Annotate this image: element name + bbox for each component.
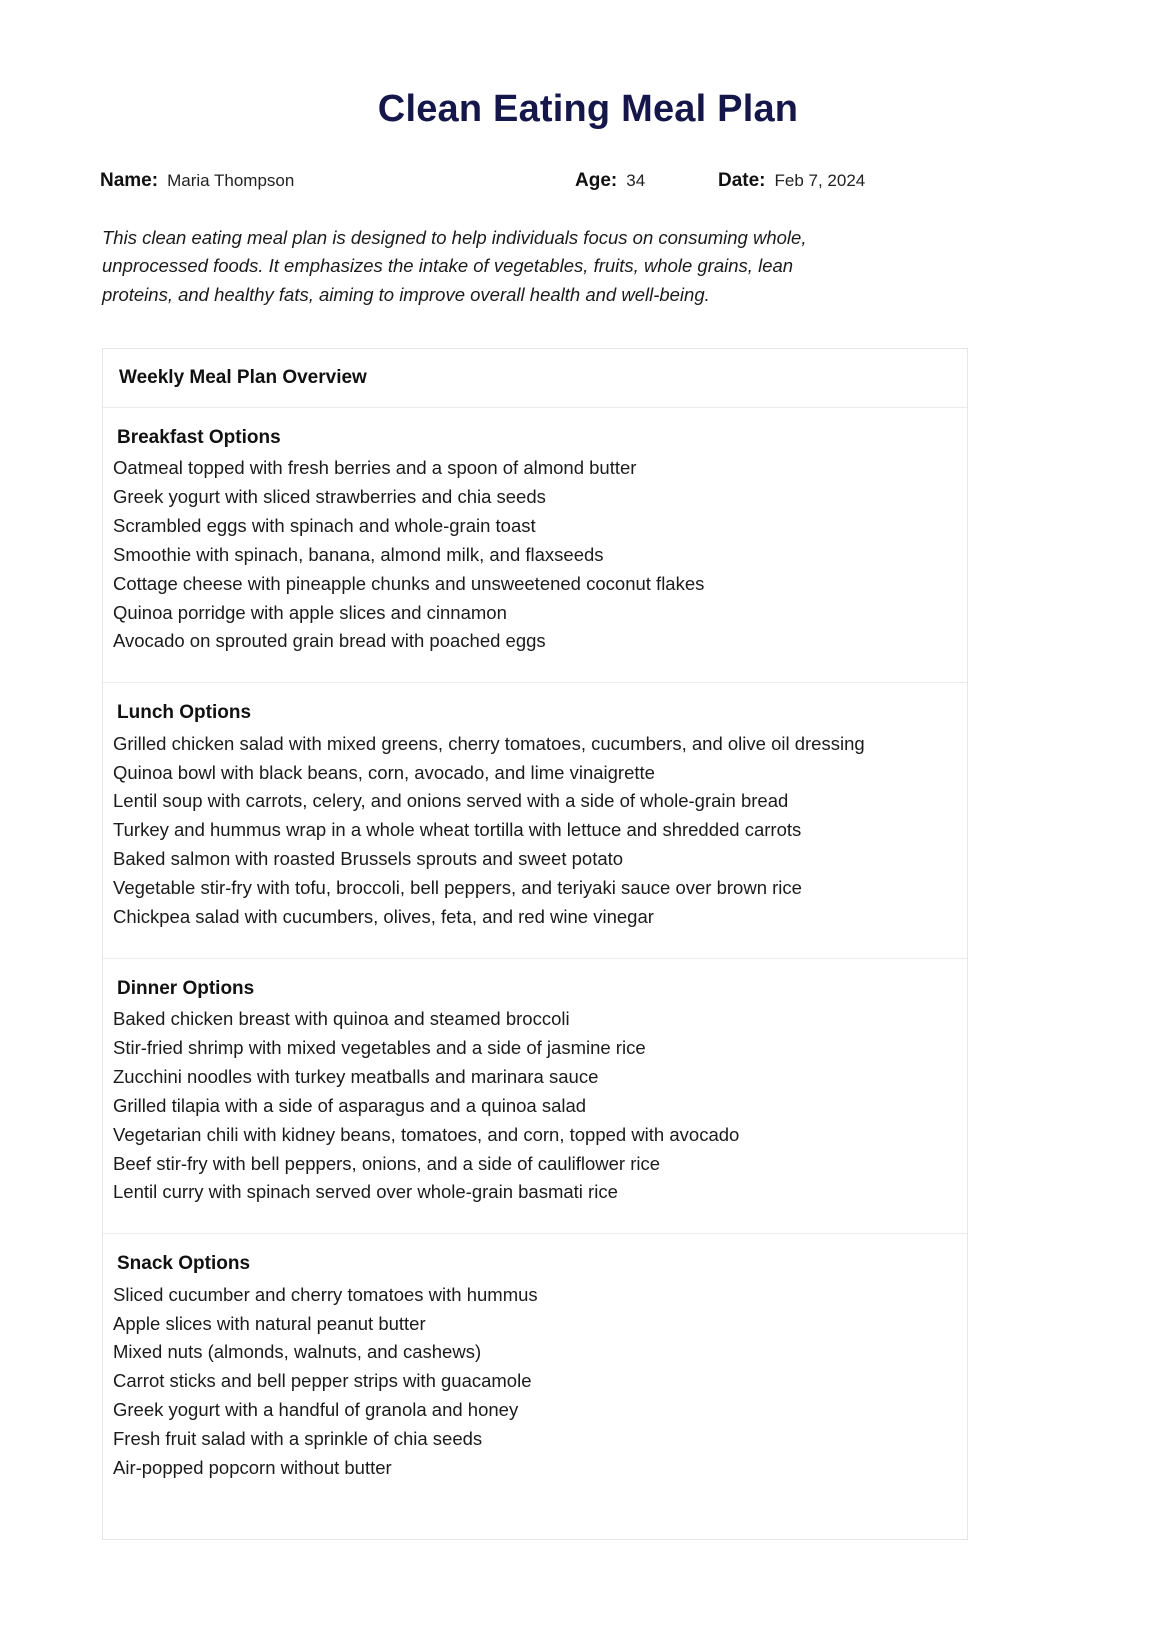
- meal-list: [103, 730, 967, 932]
- list-item: Carrot sticks and bell pepper strips with guacamole: [113, 1370, 532, 1392]
- list-item: Smoothie with spinach, banana, almond milk, and flaxseeds: [113, 543, 604, 565]
- list-item: Stir-fried shrimp with mixed vegetables and a side of jasmine rice: [113, 1037, 646, 1059]
- section-title: Dinner Options: [117, 977, 255, 999]
- list-item: Quinoa porridge with apple slices and cinnamon: [113, 601, 507, 623]
- date-field: [718, 170, 865, 192]
- age-value: 34: [626, 170, 646, 190]
- list-item: Scrambled eggs with spinach and whole-grain toast: [113, 514, 536, 536]
- meal-list: [103, 1005, 967, 1207]
- list-item: Mixed nuts (almonds, walnuts, and cashews): [113, 1341, 482, 1363]
- patient-meta-row: [0, 170, 1176, 200]
- meal-section: [103, 408, 967, 684]
- list-item: Apple slices with natural peanut butter: [113, 1312, 426, 1334]
- meal-list: [103, 1281, 967, 1483]
- weekly-meal-plan-table: [102, 348, 968, 1540]
- list-item: Air-popped popcorn without butter: [113, 1456, 392, 1478]
- list-item: Greek yogurt with sliced strawberries and chia seeds: [113, 486, 546, 508]
- page-title: Clean Eating Meal Plan: [377, 88, 799, 130]
- list-item: Quinoa bowl with black beans, corn, avocado, and lime vinaigrette: [113, 761, 655, 783]
- list-item: Vegetable stir-fry with tofu, broccoli, bell peppers, and teriyaki sauce over brown rice: [113, 877, 802, 899]
- intro-paragraph: This clean eating meal plan is designed to help individuals focus on consuming whole, unprocessed foods. It emphasizes the intake of vegetables, fruits, whole grains, lean proteins, and healthy fats, aiming to improve overall health and well-being.: [102, 226, 807, 306]
- section-title: Snack Options: [117, 1253, 251, 1275]
- list-item: Vegetarian chili with kidney beans, tomatoes, and corn, topped with avocado: [113, 1123, 740, 1145]
- list-item: Lentil soup with carrots, celery, and onions served with a side of whole-grain bread: [113, 790, 789, 812]
- meal-section: [103, 959, 967, 1235]
- list-item: Fresh fruit salad with a sprinkle of chia seeds: [113, 1428, 483, 1450]
- list-item: Cottage cheese with pineapple chunks and unsweetened coconut flakes: [113, 572, 705, 594]
- date-label: Date:: [718, 169, 766, 191]
- list-item: Baked chicken breast with quinoa and steamed broccoli: [113, 1008, 570, 1030]
- name-value: Maria Thompson: [167, 170, 295, 190]
- age-field: [575, 170, 645, 192]
- list-item: Oatmeal topped with fresh berries and a spoon of almond butter: [113, 457, 637, 479]
- list-item: Zucchini noodles with turkey meatballs and marinara sauce: [113, 1065, 599, 1087]
- list-item: Lentil curry with spinach served over whole-grain basmati rice: [113, 1181, 618, 1203]
- table-header: Weekly Meal Plan Overview: [103, 349, 967, 408]
- meal-section: [103, 1234, 967, 1539]
- age-label: Age:: [575, 169, 618, 191]
- list-item: Grilled chicken salad with mixed greens, cherry tomatoes, cucumbers, and olive oil dressing: [113, 732, 865, 754]
- list-item: Sliced cucumber and cherry tomatoes with hummus: [113, 1283, 538, 1305]
- list-item: Chickpea salad with cucumbers, olives, feta, and red wine vinegar: [113, 905, 654, 927]
- name-field: [100, 170, 294, 192]
- name-label: Name:: [100, 169, 159, 191]
- section-title: Lunch Options: [117, 702, 252, 724]
- list-item: Grilled tilapia with a side of asparagus and a quinoa salad: [113, 1094, 587, 1116]
- list-item: Turkey and hummus wrap in a whole wheat tortilla with lettuce and shredded carrots: [113, 819, 802, 841]
- meal-list: [103, 454, 967, 656]
- list-item: Avocado on sprouted grain bread with poached eggs: [113, 630, 546, 652]
- section-title: Breakfast Options: [117, 426, 281, 448]
- list-item: Beef stir-fry with bell peppers, onions, and a side of cauliflower rice: [113, 1152, 661, 1174]
- meal-section: [103, 683, 967, 959]
- meal-sections-container: [103, 408, 967, 1539]
- date-value: Feb 7, 2024: [774, 170, 866, 190]
- list-item: Greek yogurt with a handful of granola and honey: [113, 1399, 519, 1421]
- list-item: Baked salmon with roasted Brussels sprouts and sweet potato: [113, 848, 624, 870]
